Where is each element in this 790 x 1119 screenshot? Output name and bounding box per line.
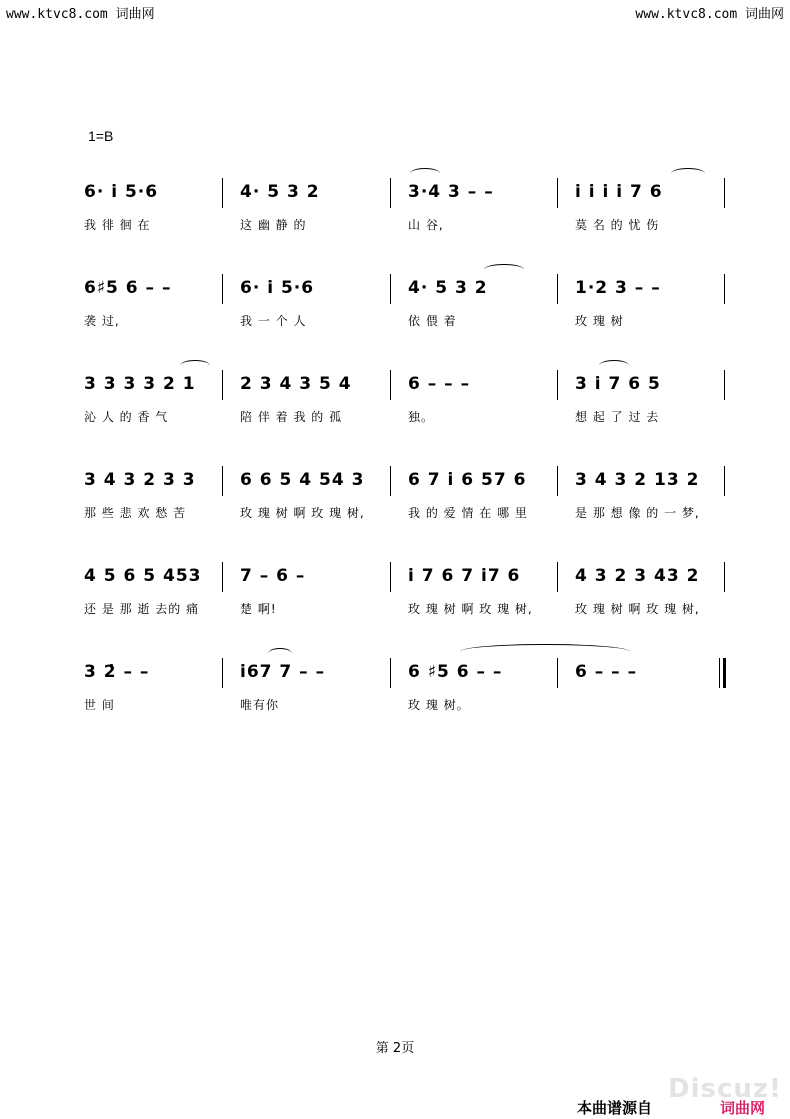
- measure-notes: 6♯5 6 – –: [84, 278, 172, 298]
- measure-lyrics: 那 些 悲 欢 愁 苦: [84, 506, 187, 520]
- page-number: 第 2页: [375, 1041, 415, 1056]
- key-signature: 1=B: [88, 128, 114, 144]
- measure-notes: 4· 5 3 2: [240, 182, 320, 202]
- barline: [390, 658, 391, 688]
- measure-lyrics: 玫 瑰 树: [575, 314, 624, 328]
- barline: [222, 274, 223, 304]
- measure-lyrics: 是 那 想 像 的 一 梦,: [575, 506, 700, 520]
- barline: [557, 274, 558, 304]
- measure-lyrics: 玫 瑰 树 啊 玫 瑰 树,: [408, 602, 533, 616]
- barline: [222, 658, 223, 688]
- measure-lyrics: 唯有你: [240, 698, 280, 712]
- measure-notes: i̇ 7 6 7 i̇7 6: [408, 566, 521, 586]
- measure-notes: 3 4 3 2 13 2: [575, 470, 700, 490]
- measure-notes: i̇ i̇ i̇ i̇ 7 6: [575, 182, 663, 202]
- barline: [724, 466, 725, 496]
- measure-lyrics: 袭 过,: [84, 314, 120, 328]
- barline: [390, 370, 391, 400]
- measure-notes: 2 3 4 3 5 4: [240, 374, 352, 394]
- barline: [390, 466, 391, 496]
- measure-lyrics: 陪 伴 着 我 的 孤: [240, 410, 343, 424]
- measure-notes: 6· i̇ 5·6: [240, 278, 315, 298]
- measure-lyrics: 我 徘 徊 在: [84, 218, 151, 232]
- barline: [557, 178, 558, 208]
- barline: [724, 178, 725, 208]
- measure-notes: 6 7 i̇ 6 57 6: [408, 470, 527, 490]
- measure-lyrics: 楚 啊!: [240, 602, 277, 616]
- score-row-3: [0, 364, 790, 444]
- barline: [557, 370, 558, 400]
- measure-notes: 6 – – –: [408, 374, 471, 394]
- barline: [222, 562, 223, 592]
- measure-lyrics: 沁 人 的 香 气: [84, 410, 169, 424]
- measure-lyrics: 还 是 那 逝 去的 痛: [84, 602, 200, 616]
- measure-notes: i̇67 7 – –: [240, 662, 326, 682]
- final-barline-thick: [723, 658, 726, 688]
- measure-lyrics: 玫 瑰 树 啊 玫 瑰 树,: [240, 506, 365, 520]
- slur: [484, 264, 524, 275]
- barline: [557, 562, 558, 592]
- score-row-5: [0, 556, 790, 636]
- measure-lyrics: 想 起 了 过 去: [575, 410, 660, 424]
- measure-lyrics: 玫 瑰 树 啊 玫 瑰 树,: [575, 602, 700, 616]
- measure-lyrics: 依 偎 着: [408, 314, 457, 328]
- measure-notes: 4 3 2 3 43 2: [575, 566, 700, 586]
- score-row-6: [0, 652, 790, 732]
- measure-notes: 4· 5 3 2: [408, 278, 488, 298]
- final-barline-thin: [719, 658, 720, 688]
- measure-lyrics: 我 一 个 人: [240, 314, 307, 328]
- measure-notes: 3 3 3 3 2 1: [84, 374, 196, 394]
- measure-notes: 6· i̇ 5·6: [84, 182, 159, 202]
- measure-notes: 3 2̇ – –: [84, 662, 150, 682]
- footer-source-text: 本曲谱源自: [577, 1099, 653, 1117]
- measure-lyrics: 莫 名 的 忧 伤: [575, 218, 660, 232]
- measure-notes: 6 ♯5 6 – –: [408, 662, 503, 682]
- barline: [390, 562, 391, 592]
- measure-notes: 4 5 6 5 453: [84, 566, 202, 586]
- measure-lyrics: 世 间: [84, 698, 115, 712]
- score-row-1: [0, 172, 790, 252]
- measure-lyrics: 这 幽 静 的: [240, 218, 307, 232]
- measure-notes: 1·2 3 – –: [575, 278, 661, 298]
- barline: [724, 274, 725, 304]
- barline: [557, 658, 558, 688]
- slur: [671, 168, 705, 179]
- barline: [222, 466, 223, 496]
- measure-lyrics: 玫 瑰 树。: [408, 698, 470, 712]
- measure-lyrics: 独。: [408, 410, 435, 424]
- measure-notes: 3 4 3 2 3 3: [84, 470, 196, 490]
- barline: [557, 466, 558, 496]
- measure-notes: 6 – – –: [575, 662, 638, 682]
- barline: [222, 370, 223, 400]
- measure-lyrics: 山 谷,: [408, 218, 444, 232]
- site-header-left: www.ktvc8.com 词曲网: [6, 7, 155, 22]
- measure-notes: 3 i̇ 7 6 5: [575, 374, 661, 394]
- barline: [724, 562, 725, 592]
- score-row-4: [0, 460, 790, 540]
- score-row-2: [0, 268, 790, 348]
- barline: [390, 274, 391, 304]
- measure-notes: 6 6 5 4 54 3: [240, 470, 365, 490]
- site-header-right: www.ktvc8.com 词曲网: [635, 7, 784, 22]
- barline: [222, 178, 223, 208]
- measure-notes: 7 – 6 –: [240, 566, 306, 586]
- measure-notes: 3·4 3 – –: [408, 182, 494, 202]
- barline: [724, 370, 725, 400]
- footer-site-logo[interactable]: 词曲网: [720, 1099, 766, 1117]
- discuz-watermark: Discuz!: [668, 1074, 782, 1104]
- barline: [390, 178, 391, 208]
- measure-lyrics: 我 的 爱 情 在 哪 里: [408, 506, 528, 520]
